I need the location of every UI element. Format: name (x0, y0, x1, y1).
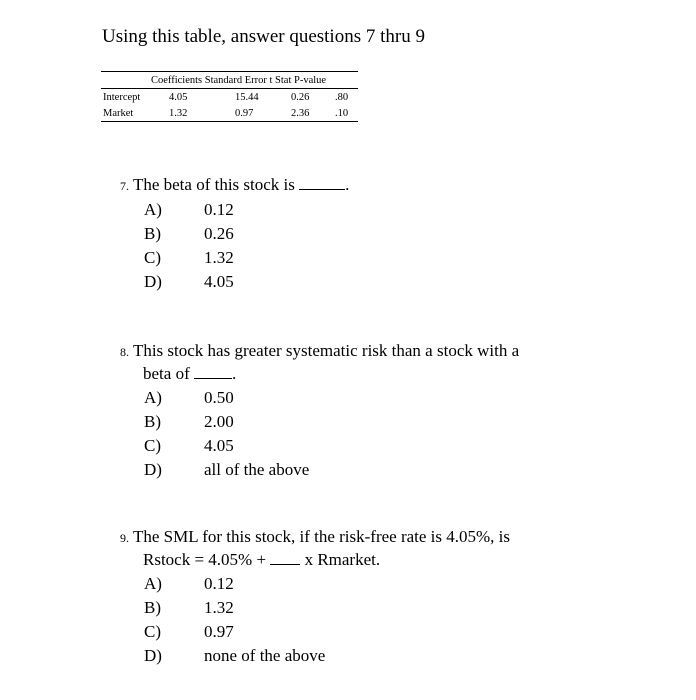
option-value: 1.32 (204, 598, 234, 617)
row-coefficient: 4.05 (169, 92, 188, 103)
option-a (120, 199, 349, 223)
option-value: 0.26 (204, 224, 234, 243)
row-t-stat: 2.36 (291, 108, 310, 119)
option-d (120, 459, 519, 483)
question-8 (120, 340, 519, 483)
question-9 (120, 526, 510, 669)
table-header-row (101, 72, 358, 88)
option-b (120, 597, 510, 621)
table-row-market (101, 105, 358, 121)
option-letter: B) (144, 224, 161, 243)
option-c (120, 247, 349, 271)
row-standard-error: 15.44 (235, 92, 259, 103)
option-value: all of the above (204, 460, 310, 479)
option-letter: D) (144, 646, 162, 665)
answer-options (120, 573, 510, 669)
table-header: Coefficients Standard Error t Stat P-value (151, 75, 327, 86)
option-letter: A) (144, 574, 162, 593)
option-letter: B) (144, 598, 161, 617)
option-a (120, 387, 519, 411)
question-punctuation: . (345, 175, 350, 194)
option-value: 4.05 (204, 436, 234, 455)
option-value: 0.12 (204, 200, 234, 219)
answer-options (120, 387, 519, 483)
option-value: 2.00 (204, 412, 234, 431)
option-letter: D) (144, 272, 162, 291)
option-d (120, 271, 349, 295)
table-row-intercept (101, 89, 358, 105)
question-text: The SML for this stock, if the risk-free rate is 4.05%, is (132, 527, 511, 546)
answer-blank (270, 550, 300, 565)
option-letter: A) (144, 388, 162, 407)
row-coefficient: 1.32 (169, 108, 188, 119)
option-letter: B) (144, 412, 161, 431)
row-p-value: .80 (335, 92, 349, 103)
row-label: Market (103, 108, 134, 119)
question-text-continued: x Rmarket. (304, 550, 381, 569)
row-p-value: .10 (335, 108, 349, 119)
option-d (120, 645, 510, 669)
question-number: 7. (120, 179, 129, 193)
question-text: This stock has greater systematic risk than a stock with a (132, 341, 520, 360)
row-standard-error: 0.97 (235, 108, 254, 119)
answer-options (120, 199, 349, 295)
option-b (120, 223, 349, 247)
option-letter: C) (144, 248, 161, 267)
option-b (120, 411, 519, 435)
option-value: 0.12 (204, 574, 234, 593)
option-letter: C) (144, 622, 161, 641)
question-number: 8. (120, 345, 129, 359)
answer-blank (194, 364, 232, 379)
page-heading: Using this table, answer questions 7 thru 9 (102, 26, 425, 47)
question-text-continued: beta of (143, 364, 190, 383)
answer-blank (299, 175, 345, 190)
option-letter: D) (144, 460, 162, 479)
option-value: 0.97 (204, 622, 234, 641)
option-value: none of the above (204, 646, 326, 665)
option-c (120, 435, 519, 459)
question-7 (120, 174, 349, 295)
option-value: 0.50 (204, 388, 234, 407)
option-letter: C) (144, 436, 161, 455)
table-bottom-rule (101, 121, 358, 122)
question-text-continued: Rstock = 4.05% + (143, 550, 267, 569)
question-number: 9. (120, 531, 129, 545)
option-a (120, 573, 510, 597)
option-value: 4.05 (204, 272, 234, 291)
row-t-stat: 0.26 (291, 92, 310, 103)
option-value: 1.32 (204, 248, 234, 267)
question-text: The beta of this stock is (132, 175, 295, 194)
regression-table (101, 71, 358, 122)
option-c (120, 621, 510, 645)
question-punctuation: . (231, 364, 237, 383)
row-label: Intercept (103, 92, 141, 103)
option-letter: A) (144, 200, 162, 219)
